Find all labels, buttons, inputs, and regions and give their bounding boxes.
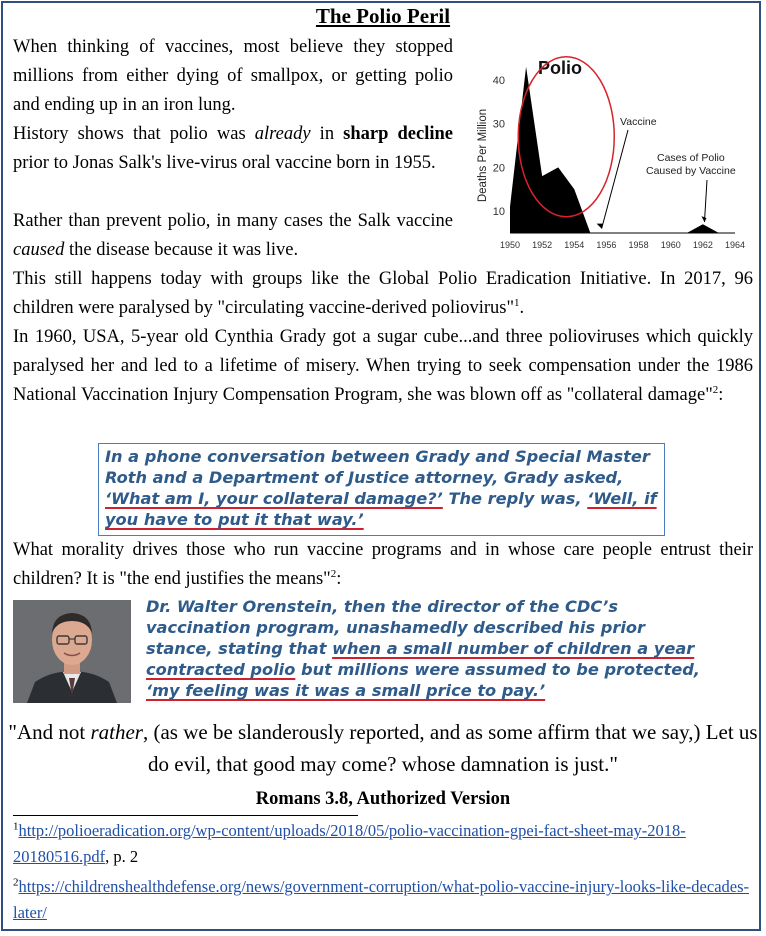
vaccine-arrowhead: [597, 224, 603, 229]
footnote-2-number: 2: [13, 876, 19, 889]
intro-emphasis-already: already: [254, 124, 311, 144]
vaccine-annotation: Vaccine: [620, 116, 657, 128]
body-text-5b: :: [718, 385, 724, 405]
x-tick-label: 1964: [724, 240, 746, 250]
x-tick-label: 1952: [532, 240, 553, 250]
footnote-2: [13, 874, 753, 926]
intro-text-2a: History shows that polio was: [13, 124, 255, 144]
x-tick-label: 1954: [564, 240, 585, 250]
scripture-text-a: "And not: [8, 720, 91, 744]
intro-paragraph-2: [13, 120, 453, 178]
chart-title: Polio: [538, 58, 582, 78]
intro-text-2c: prior to Jonas Salk's live-virus oral vaccine born in 1955.: [13, 153, 436, 173]
intro-text-1: When thinking of vaccines, most believe they stopped millions from either dying of smallpox, or getting polio and ending up in an iron lung.: [13, 37, 453, 115]
body-text-6: What morality drives those who run vaccine programs and in whose care people entrust their children? It is "the end justifies the means": [13, 540, 753, 589]
y-tick-label: 30: [492, 118, 505, 131]
body-text-6b: :: [336, 569, 342, 589]
orenstein-quote-text: [146, 596, 706, 701]
cases-annotation-line-1: Cases of Polio: [657, 152, 725, 164]
body-text-5: In 1960, USA, 5-year old Cynthia Grady got a sugar cube...and three polioviruses which quickly paralysed her and led to a lifetime of misery. When trying to seek compensation under the 1986 National Vaccination Injury Compensation Program, she was blown off as "collateral damage": [13, 327, 753, 405]
polio-chart-svg: [470, 46, 755, 256]
intro-paragraph-1: [13, 33, 453, 120]
y-tick-label: 10: [492, 206, 505, 219]
portrait-illustration: [13, 600, 131, 703]
intro-text-3b: the disease because it was live.: [64, 240, 299, 260]
footnote-1: [13, 818, 753, 870]
footnote-divider: [13, 815, 358, 816]
grady-quote-part-b: The reply was,: [442, 489, 588, 508]
orenstein-quote-underlined-2: ‘my feeling was it was a small price to pay.’: [146, 681, 546, 700]
grady-quote-underlined-2: ‘Well, if you have to put it that way.’: [105, 489, 657, 529]
x-tick-label: 1962: [692, 240, 713, 250]
body-paragraph-5: [13, 323, 753, 410]
scripture-source: Romans 3.8, Authorized Version: [255, 789, 511, 809]
intro-text-3a: Rather than prevent polio, in many cases the Salk vaccine: [13, 211, 453, 231]
y-tick-label: 20: [492, 162, 505, 175]
grady-quote-underlined-1: ‘What am I, your collateral damage?’: [105, 489, 443, 508]
footnote-ref-2b: 2: [330, 567, 337, 580]
x-tick-label: 1960: [660, 240, 681, 250]
footnote-ref-1: 1: [514, 296, 520, 309]
grady-quote-part-a: In a phone conversation between Grady and Special Master Roth and a Department of Justice attorney, Grady asked,: [105, 447, 650, 487]
footnote-1-link[interactable]: http://polioeradication.org/wp-content/uploads/2018/05/polio-vaccination-gpei-fact-sheet-may-2018-20180516.pdf: [13, 821, 686, 866]
footnote-1-number: 1: [13, 820, 19, 833]
x-tick-label: 1950: [499, 240, 521, 250]
cases-arrow: [704, 180, 707, 222]
y-tick-label: 40: [492, 74, 505, 87]
intro-emphasis-caused: caused: [13, 240, 65, 260]
intro-text-2b: in: [310, 124, 344, 144]
cases-annotation-line-2: Caused by Vaccine: [646, 165, 736, 177]
scripture-emphasis-rather: rather: [90, 720, 143, 744]
x-tick-label: 1958: [628, 240, 649, 250]
y-axis-label: Deaths Per Million: [477, 108, 489, 203]
x-tick-label: 1956: [596, 240, 617, 250]
body-paragraph-6: [13, 536, 753, 594]
intro-paragraph-3: [13, 207, 453, 265]
orenstein-quote-underlined-1: when a small number of children a year contracted polio: [146, 639, 695, 679]
grady-quote-box: [98, 443, 665, 536]
grady-quote-text: [105, 446, 658, 530]
body-text-4: This still happens today with groups like the Global Polio Eradication Initiative. In 2017, 96 children were paralysed by "circulating vaccine-derived poliovirus": [13, 269, 753, 318]
scripture-text-b: , (as we be slanderously reported, and as some affirm that we say,) Let us do evil, that good may come? whose damnation is just.": [142, 720, 758, 776]
footnote-2-link[interactable]: https://childrenshealthdefense.org/news/government-corruption/what-polio-vaccine-injury-looks-like-decades-later/: [13, 877, 750, 922]
cases-arrowhead: [701, 216, 706, 222]
body-text-4b: .: [519, 298, 525, 318]
orenstein-portrait: [13, 600, 131, 703]
intro-strong-sharp-decline: sharp decline: [343, 124, 453, 144]
scripture-quote: [0, 716, 766, 780]
body-paragraph-4: [13, 265, 753, 323]
footnote-ref-2: 2: [712, 383, 719, 396]
orenstein-quote-part-a: Dr. Walter Orenstein, then the director of the CDC’s vaccination program, unashamedly described his prior stance, stating that: [146, 597, 645, 658]
polio-chart: [470, 46, 755, 256]
vaccine-arrow: [602, 130, 628, 229]
footnote-1-suffix: , p. 2: [105, 847, 139, 866]
page-title: The Polio Peril: [315, 4, 451, 28]
orenstein-quote-part-b: but millions were assumed to be protected,: [295, 660, 700, 679]
